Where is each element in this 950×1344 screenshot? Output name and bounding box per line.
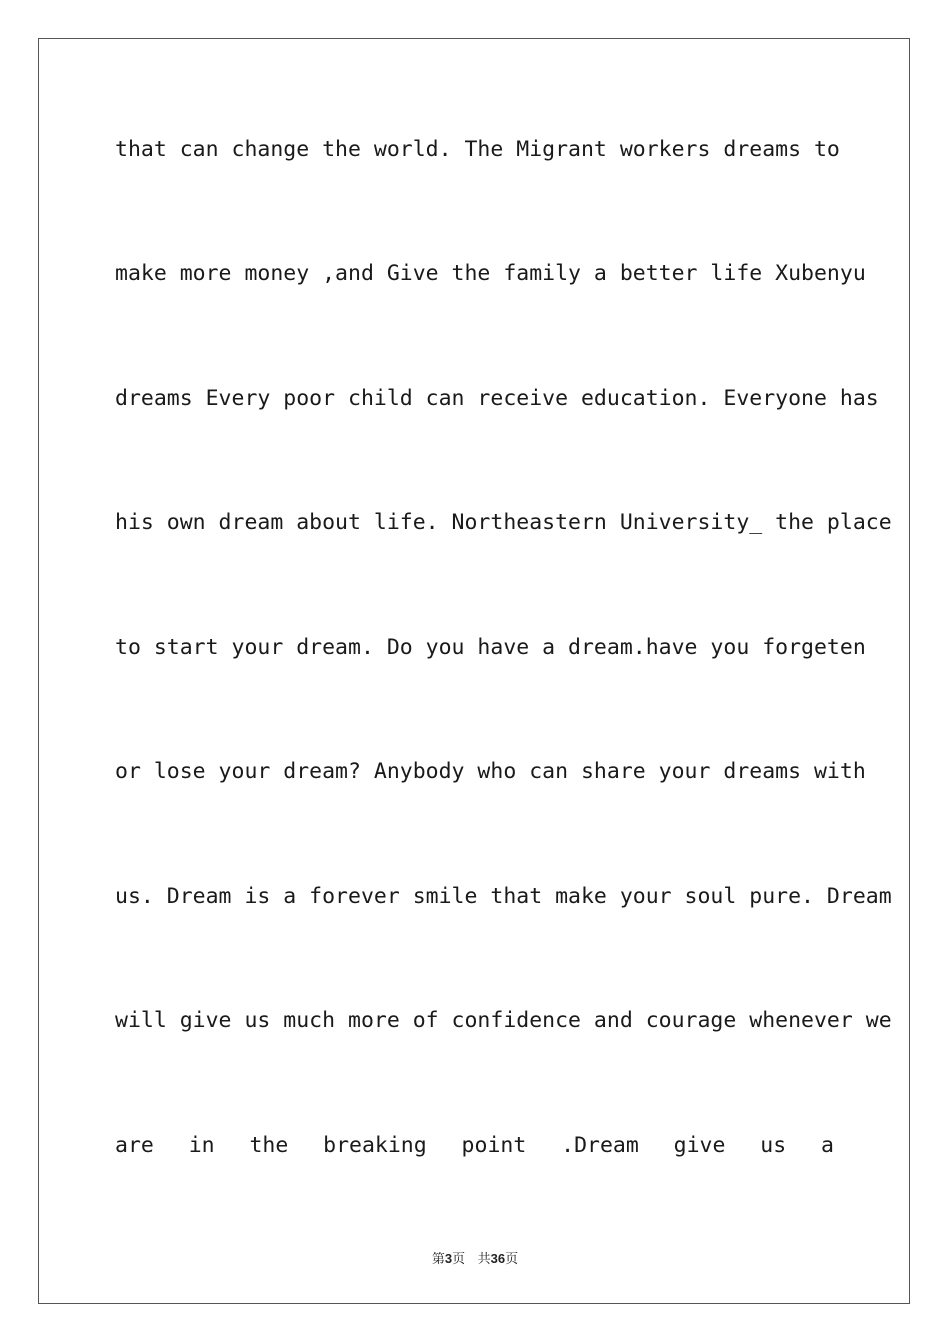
body-text-line-8: will give us much more of confidence and courage whenever we: [115, 1008, 892, 1033]
page-suffix: 页: [452, 1252, 466, 1267]
page-prefix: 第: [431, 1252, 445, 1267]
body-text-line-6: or lose your dream? Anybody who can share your dreams with: [115, 759, 866, 784]
total-suffix: 页: [505, 1252, 519, 1267]
total-prefix: 共: [477, 1252, 491, 1267]
body-text-line-2: make more money ,and Give the family a better life Xubenyu: [115, 261, 866, 286]
body-text-line-3: dreams Every poor child can receive education. Everyone has: [115, 386, 879, 411]
body-text-line-9: are in the breaking point .Dream give us a: [115, 1133, 834, 1158]
page-footer: [0, 1248, 950, 1267]
body-text-line-7: us. Dream is a forever smile that make your soul pure. Dream: [115, 884, 892, 909]
page-number: 3: [444, 1251, 453, 1266]
body-text-line-1: that can change the world. The Migrant workers dreams to: [115, 137, 840, 162]
body-text-line-5: to start your dream. Do you have a dream.have you forgeten: [115, 635, 866, 660]
total-pages: 36: [490, 1251, 506, 1266]
page-frame: [38, 38, 910, 1304]
body-text-line-4: his own dream about life. Northeastern University_ the place: [115, 510, 892, 535]
